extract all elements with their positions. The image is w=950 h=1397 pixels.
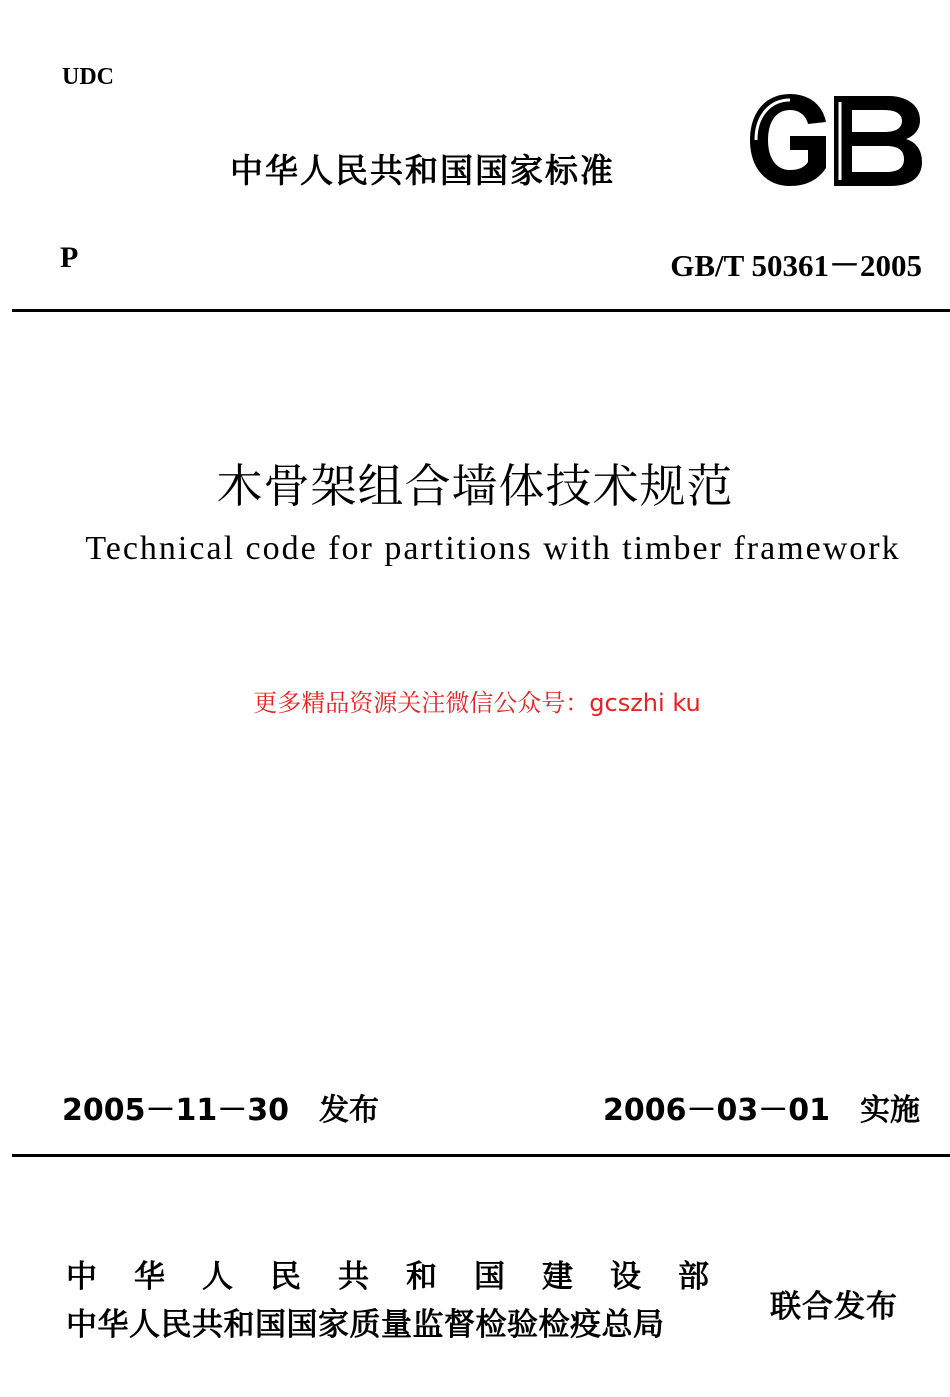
implementation-date: 2006－03－01 实施 (603, 1093, 920, 1128)
publisher-ministry: 中华人民共和国建设部 (66, 1259, 746, 1295)
publisher-aqsiq: 中华人民共和国国家质量监督检验检疫总局 (66, 1307, 665, 1343)
udc-label: UDC (62, 64, 114, 90)
national-standard-heading: 中华人民共和国国家标准 (230, 151, 615, 190)
joint-publication-label: 联合发布 (770, 1289, 898, 1325)
title-chinese: 木骨架组合墙体技术规范 (216, 459, 734, 513)
standard-number: GB/T 50361－2005 (670, 248, 922, 283)
bottom-divider (12, 1154, 950, 1157)
gb-logo-g-letter (750, 94, 826, 186)
gb-logo (748, 92, 924, 188)
title-english: Technical code for partitions with timber framework (85, 530, 901, 567)
gb-logo-b-letter (834, 96, 922, 186)
promo-watermark-text: 更多精品资源关注微信公众号：gcszhi ku (253, 689, 701, 717)
top-divider (12, 309, 950, 312)
issue-date: 2005－11－30 发布 (62, 1093, 379, 1128)
category-code: P (60, 241, 79, 274)
